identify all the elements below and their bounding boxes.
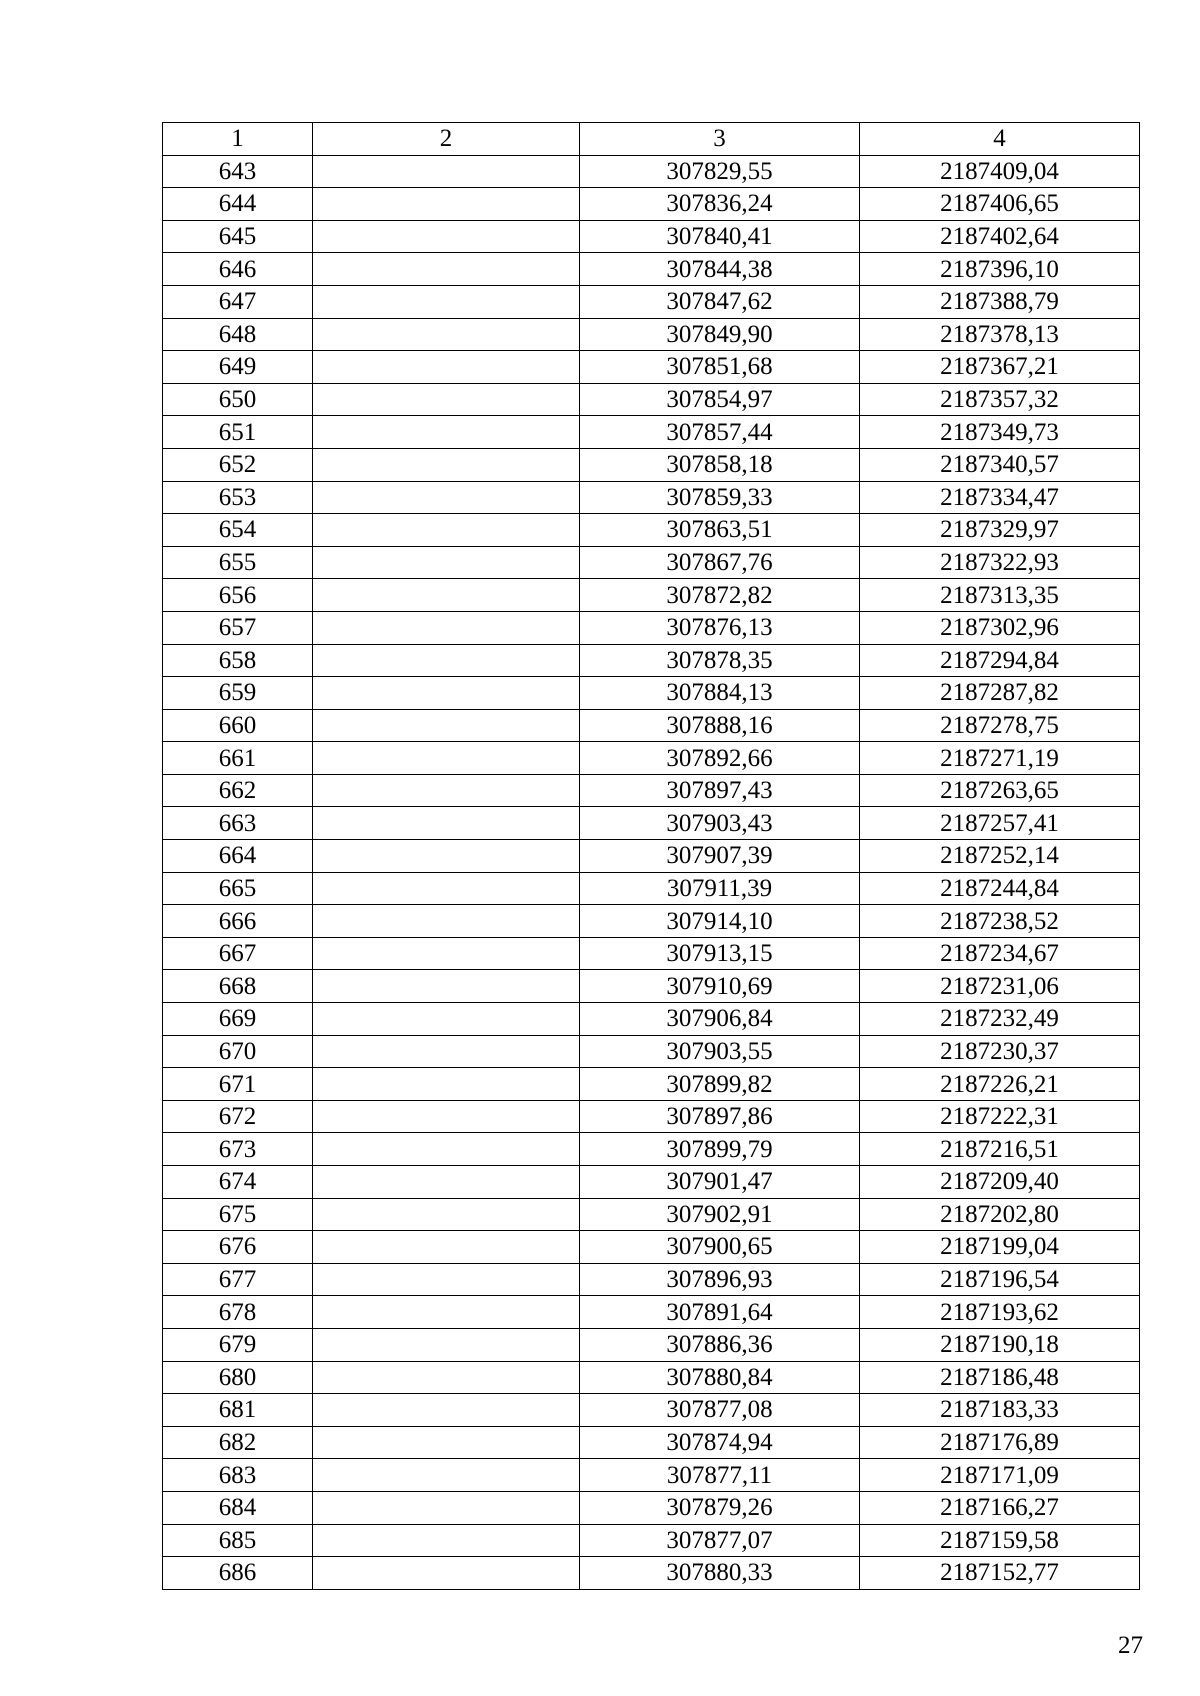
coordinate-y-cell: 2187388,79 bbox=[860, 285, 1140, 318]
point-number-cell: 682 bbox=[163, 1426, 313, 1459]
point-number-cell: 650 bbox=[163, 383, 313, 416]
empty-cell bbox=[313, 351, 580, 384]
table-row bbox=[163, 840, 1140, 873]
empty-cell bbox=[313, 905, 580, 938]
coordinate-x-cell: 307857,44 bbox=[580, 416, 860, 449]
table-row bbox=[163, 188, 1140, 221]
table-row bbox=[163, 1231, 1140, 1264]
point-number-cell: 655 bbox=[163, 546, 313, 579]
coordinate-y-cell: 2187159,58 bbox=[860, 1524, 1140, 1557]
empty-cell bbox=[313, 253, 580, 286]
coordinate-x-cell: 307851,68 bbox=[580, 351, 860, 384]
coordinate-y-cell: 2187340,57 bbox=[860, 448, 1140, 481]
coordinate-y-cell: 2187171,09 bbox=[860, 1459, 1140, 1492]
empty-cell bbox=[313, 677, 580, 710]
table-row bbox=[163, 1166, 1140, 1199]
table-body bbox=[163, 155, 1140, 1589]
empty-cell bbox=[313, 1328, 580, 1361]
table-header bbox=[163, 123, 1140, 156]
empty-cell bbox=[313, 188, 580, 221]
table-row bbox=[163, 546, 1140, 579]
coordinate-y-cell: 2187294,84 bbox=[860, 644, 1140, 677]
coordinate-y-cell: 2187322,93 bbox=[860, 546, 1140, 579]
coordinates-table bbox=[162, 122, 1140, 1590]
coordinate-x-cell: 307903,55 bbox=[580, 1035, 860, 1068]
empty-cell bbox=[313, 220, 580, 253]
coordinate-y-cell: 2187406,65 bbox=[860, 188, 1140, 221]
point-number-cell: 647 bbox=[163, 285, 313, 318]
coordinate-y-cell: 2187209,40 bbox=[860, 1166, 1140, 1199]
coordinate-x-cell: 307858,18 bbox=[580, 448, 860, 481]
coordinate-x-cell: 307903,43 bbox=[580, 807, 860, 840]
empty-cell bbox=[313, 742, 580, 775]
coordinate-x-cell: 307880,84 bbox=[580, 1361, 860, 1394]
empty-cell bbox=[313, 1296, 580, 1329]
page-number: 27 bbox=[1118, 1632, 1143, 1659]
coordinate-x-cell: 307877,11 bbox=[580, 1459, 860, 1492]
empty-cell bbox=[313, 1068, 580, 1101]
table-row bbox=[163, 611, 1140, 644]
coordinate-y-cell: 2187409,04 bbox=[860, 155, 1140, 188]
empty-cell bbox=[313, 514, 580, 547]
empty-cell bbox=[313, 1524, 580, 1557]
table-row bbox=[163, 318, 1140, 351]
coordinate-y-cell: 2187402,64 bbox=[860, 220, 1140, 253]
point-number-cell: 683 bbox=[163, 1459, 313, 1492]
coordinate-y-cell: 2187257,41 bbox=[860, 807, 1140, 840]
coordinate-x-cell: 307877,07 bbox=[580, 1524, 860, 1557]
point-number-cell: 676 bbox=[163, 1231, 313, 1264]
coordinate-x-cell: 307888,16 bbox=[580, 709, 860, 742]
point-number-cell: 674 bbox=[163, 1166, 313, 1199]
empty-cell bbox=[313, 1394, 580, 1427]
point-number-cell: 649 bbox=[163, 351, 313, 384]
coordinate-y-cell: 2187190,18 bbox=[860, 1328, 1140, 1361]
empty-cell bbox=[313, 1003, 580, 1036]
empty-cell bbox=[313, 970, 580, 1003]
empty-cell bbox=[313, 1361, 580, 1394]
coordinate-x-cell: 307876,13 bbox=[580, 611, 860, 644]
table-row bbox=[163, 1491, 1140, 1524]
table-row bbox=[163, 1361, 1140, 1394]
table-row bbox=[163, 1459, 1140, 1492]
coordinate-x-cell: 307886,36 bbox=[580, 1328, 860, 1361]
table-row bbox=[163, 807, 1140, 840]
coordinate-y-cell: 2187334,47 bbox=[860, 481, 1140, 514]
coordinate-x-cell: 307867,76 bbox=[580, 546, 860, 579]
table-row bbox=[163, 351, 1140, 384]
coordinate-x-cell: 307829,55 bbox=[580, 155, 860, 188]
coordinate-y-cell: 2187357,32 bbox=[860, 383, 1140, 416]
coordinate-x-cell: 307907,39 bbox=[580, 840, 860, 873]
coordinate-x-cell: 307884,13 bbox=[580, 677, 860, 710]
point-number-cell: 648 bbox=[163, 318, 313, 351]
empty-cell bbox=[313, 1557, 580, 1590]
coordinate-x-cell: 307836,24 bbox=[580, 188, 860, 221]
point-number-cell: 662 bbox=[163, 774, 313, 807]
empty-cell bbox=[313, 937, 580, 970]
table-row bbox=[163, 155, 1140, 188]
coordinate-x-cell: 307900,65 bbox=[580, 1231, 860, 1264]
coordinate-y-cell: 2187199,04 bbox=[860, 1231, 1140, 1264]
point-number-cell: 675 bbox=[163, 1198, 313, 1231]
point-number-cell: 668 bbox=[163, 970, 313, 1003]
table-row bbox=[163, 514, 1140, 547]
coordinate-x-cell: 307892,66 bbox=[580, 742, 860, 775]
coordinate-x-cell: 307913,15 bbox=[580, 937, 860, 970]
coordinate-y-cell: 2187396,10 bbox=[860, 253, 1140, 286]
table-row bbox=[163, 1296, 1140, 1329]
coordinate-y-cell: 2187202,80 bbox=[860, 1198, 1140, 1231]
empty-cell bbox=[313, 840, 580, 873]
empty-cell bbox=[313, 1035, 580, 1068]
column-header-2: 2 bbox=[313, 123, 580, 156]
coordinate-y-cell: 2187329,97 bbox=[860, 514, 1140, 547]
coordinate-y-cell: 2187186,48 bbox=[860, 1361, 1140, 1394]
header-row bbox=[163, 123, 1140, 156]
point-number-cell: 681 bbox=[163, 1394, 313, 1427]
empty-cell bbox=[313, 481, 580, 514]
point-number-cell: 673 bbox=[163, 1133, 313, 1166]
point-number-cell: 666 bbox=[163, 905, 313, 938]
coordinate-y-cell: 2187216,51 bbox=[860, 1133, 1140, 1166]
table-row bbox=[163, 1068, 1140, 1101]
point-number-cell: 679 bbox=[163, 1328, 313, 1361]
coordinate-y-cell: 2187176,89 bbox=[860, 1426, 1140, 1459]
coordinate-x-cell: 307840,41 bbox=[580, 220, 860, 253]
table-row bbox=[163, 970, 1140, 1003]
point-number-cell: 686 bbox=[163, 1557, 313, 1590]
point-number-cell: 664 bbox=[163, 840, 313, 873]
coordinate-y-cell: 2187367,21 bbox=[860, 351, 1140, 384]
empty-cell bbox=[313, 1100, 580, 1133]
table-row bbox=[163, 253, 1140, 286]
coordinate-y-cell: 2187238,52 bbox=[860, 905, 1140, 938]
coordinate-x-cell: 307899,79 bbox=[580, 1133, 860, 1166]
table-row bbox=[163, 285, 1140, 318]
table-row bbox=[163, 937, 1140, 970]
point-number-cell: 646 bbox=[163, 253, 313, 286]
table-row bbox=[163, 1394, 1140, 1427]
point-number-cell: 643 bbox=[163, 155, 313, 188]
point-number-cell: 657 bbox=[163, 611, 313, 644]
coordinate-y-cell: 2187287,82 bbox=[860, 677, 1140, 710]
empty-cell bbox=[313, 1491, 580, 1524]
coordinate-y-cell: 2187234,67 bbox=[860, 937, 1140, 970]
table-row bbox=[163, 774, 1140, 807]
coordinate-y-cell: 2187263,65 bbox=[860, 774, 1140, 807]
coordinate-y-cell: 2187230,37 bbox=[860, 1035, 1140, 1068]
coordinate-y-cell: 2187278,75 bbox=[860, 709, 1140, 742]
table-row bbox=[163, 1003, 1140, 1036]
point-number-cell: 644 bbox=[163, 188, 313, 221]
coordinate-x-cell: 307914,10 bbox=[580, 905, 860, 938]
empty-cell bbox=[313, 579, 580, 612]
point-number-cell: 667 bbox=[163, 937, 313, 970]
empty-cell bbox=[313, 1231, 580, 1264]
coordinate-x-cell: 307880,33 bbox=[580, 1557, 860, 1590]
table-row bbox=[163, 1328, 1140, 1361]
table-row bbox=[163, 644, 1140, 677]
coordinate-x-cell: 307854,97 bbox=[580, 383, 860, 416]
table-row bbox=[163, 220, 1140, 253]
empty-cell bbox=[313, 611, 580, 644]
coordinate-x-cell: 307906,84 bbox=[580, 1003, 860, 1036]
point-number-cell: 645 bbox=[163, 220, 313, 253]
coordinate-y-cell: 2187313,35 bbox=[860, 579, 1140, 612]
coordinate-y-cell: 2187231,06 bbox=[860, 970, 1140, 1003]
coordinate-x-cell: 307849,90 bbox=[580, 318, 860, 351]
column-header-3: 3 bbox=[580, 123, 860, 156]
table-row bbox=[163, 1198, 1140, 1231]
coordinate-y-cell: 2187183,33 bbox=[860, 1394, 1140, 1427]
coordinate-y-cell: 2187193,62 bbox=[860, 1296, 1140, 1329]
coordinate-y-cell: 2187271,19 bbox=[860, 742, 1140, 775]
table-row bbox=[163, 905, 1140, 938]
empty-cell bbox=[313, 1198, 580, 1231]
column-header-4: 4 bbox=[860, 123, 1140, 156]
point-number-cell: 665 bbox=[163, 872, 313, 905]
coordinate-y-cell: 2187378,13 bbox=[860, 318, 1140, 351]
point-number-cell: 658 bbox=[163, 644, 313, 677]
table-row bbox=[163, 1263, 1140, 1296]
coordinate-y-cell: 2187232,49 bbox=[860, 1003, 1140, 1036]
table-row bbox=[163, 1557, 1140, 1590]
point-number-cell: 661 bbox=[163, 742, 313, 775]
point-number-cell: 677 bbox=[163, 1263, 313, 1296]
empty-cell bbox=[313, 1426, 580, 1459]
coordinate-x-cell: 307874,94 bbox=[580, 1426, 860, 1459]
coordinate-y-cell: 2187196,54 bbox=[860, 1263, 1140, 1296]
point-number-cell: 659 bbox=[163, 677, 313, 710]
point-number-cell: 685 bbox=[163, 1524, 313, 1557]
empty-cell bbox=[313, 546, 580, 579]
coordinate-y-cell: 2187252,14 bbox=[860, 840, 1140, 873]
coordinate-y-cell: 2187222,31 bbox=[860, 1100, 1140, 1133]
table-row bbox=[163, 448, 1140, 481]
coordinate-x-cell: 307899,82 bbox=[580, 1068, 860, 1101]
empty-cell bbox=[313, 1263, 580, 1296]
empty-cell bbox=[313, 285, 580, 318]
table-row bbox=[163, 579, 1140, 612]
coordinate-y-cell: 2187152,77 bbox=[860, 1557, 1140, 1590]
coordinate-x-cell: 307891,64 bbox=[580, 1296, 860, 1329]
point-number-cell: 663 bbox=[163, 807, 313, 840]
point-number-cell: 656 bbox=[163, 579, 313, 612]
empty-cell bbox=[313, 1133, 580, 1166]
empty-cell bbox=[313, 383, 580, 416]
point-number-cell: 684 bbox=[163, 1491, 313, 1524]
coordinate-x-cell: 307901,47 bbox=[580, 1166, 860, 1199]
coordinate-x-cell: 307879,26 bbox=[580, 1491, 860, 1524]
coordinate-y-cell: 2187244,84 bbox=[860, 872, 1140, 905]
table-row bbox=[163, 1426, 1140, 1459]
point-number-cell: 672 bbox=[163, 1100, 313, 1133]
coordinate-x-cell: 307872,82 bbox=[580, 579, 860, 612]
coordinate-y-cell: 2187349,73 bbox=[860, 416, 1140, 449]
table-row bbox=[163, 742, 1140, 775]
point-number-cell: 660 bbox=[163, 709, 313, 742]
empty-cell bbox=[313, 448, 580, 481]
coordinate-x-cell: 307859,33 bbox=[580, 481, 860, 514]
coordinate-x-cell: 307878,35 bbox=[580, 644, 860, 677]
point-number-cell: 678 bbox=[163, 1296, 313, 1329]
column-header-1: 1 bbox=[163, 123, 313, 156]
coordinate-x-cell: 307911,39 bbox=[580, 872, 860, 905]
point-number-cell: 653 bbox=[163, 481, 313, 514]
empty-cell bbox=[313, 416, 580, 449]
table-row bbox=[163, 1524, 1140, 1557]
coordinate-x-cell: 307896,93 bbox=[580, 1263, 860, 1296]
table-row bbox=[163, 709, 1140, 742]
coordinate-y-cell: 2187166,27 bbox=[860, 1491, 1140, 1524]
table-row bbox=[163, 383, 1140, 416]
point-number-cell: 680 bbox=[163, 1361, 313, 1394]
empty-cell bbox=[313, 318, 580, 351]
point-number-cell: 669 bbox=[163, 1003, 313, 1036]
empty-cell bbox=[313, 709, 580, 742]
coordinate-y-cell: 2187226,21 bbox=[860, 1068, 1140, 1101]
empty-cell bbox=[313, 774, 580, 807]
empty-cell bbox=[313, 1459, 580, 1492]
point-number-cell: 670 bbox=[163, 1035, 313, 1068]
coordinate-x-cell: 307910,69 bbox=[580, 970, 860, 1003]
coordinate-x-cell: 307902,91 bbox=[580, 1198, 860, 1231]
coordinate-x-cell: 307844,38 bbox=[580, 253, 860, 286]
point-number-cell: 651 bbox=[163, 416, 313, 449]
table-row bbox=[163, 1133, 1140, 1166]
table-row bbox=[163, 1035, 1140, 1068]
table-row bbox=[163, 872, 1140, 905]
table-row bbox=[163, 1100, 1140, 1133]
coordinate-x-cell: 307897,43 bbox=[580, 774, 860, 807]
point-number-cell: 671 bbox=[163, 1068, 313, 1101]
coordinate-x-cell: 307877,08 bbox=[580, 1394, 860, 1427]
empty-cell bbox=[313, 1166, 580, 1199]
coordinate-x-cell: 307863,51 bbox=[580, 514, 860, 547]
point-number-cell: 654 bbox=[163, 514, 313, 547]
empty-cell bbox=[313, 872, 580, 905]
table-row bbox=[163, 416, 1140, 449]
point-number-cell: 652 bbox=[163, 448, 313, 481]
empty-cell bbox=[313, 644, 580, 677]
coordinate-x-cell: 307847,62 bbox=[580, 285, 860, 318]
coordinate-x-cell: 307897,86 bbox=[580, 1100, 860, 1133]
coordinate-y-cell: 2187302,96 bbox=[860, 611, 1140, 644]
table-row bbox=[163, 481, 1140, 514]
empty-cell bbox=[313, 807, 580, 840]
empty-cell bbox=[313, 155, 580, 188]
table-row bbox=[163, 677, 1140, 710]
